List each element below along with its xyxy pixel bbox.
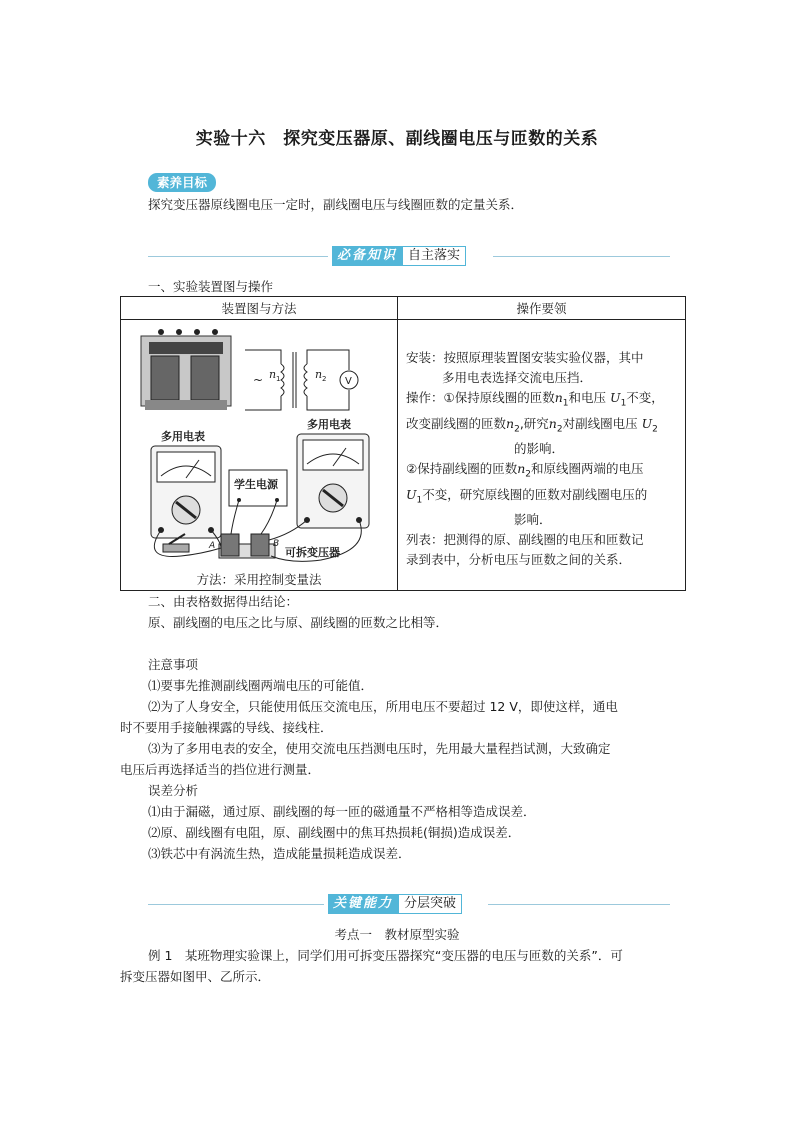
transformer-photo [141,329,231,410]
apparatus-cell [121,320,398,591]
section2-heading: 二、由表格数据得出结论： [148,594,299,609]
banner-rest: 自主落实 [402,246,466,266]
col-header-operation: 操作要领 [398,297,686,320]
label-n2: n [315,368,323,381]
label-n1: n [269,368,277,381]
coil-a-label: A [209,541,216,551]
op-step1-line3: 的影响． [514,441,565,456]
error-3: ⑶铁芯中有涡流生热，造成能量损耗造成误差． [148,846,411,861]
apparatus-figure [121,320,397,570]
method-text: 方法：采用控制变量法 [196,572,322,587]
op-step1-line1: 操作：①保持原线圈的匝数$n_1$和电压 $U_1$不变， [406,390,664,409]
error-1: ⑴由于漏磁，通过原、副线圈的每一匝的磁通量不严格相等造成误差． [148,804,536,819]
example-line2: 拆变压器如图甲、乙所示． [120,969,271,984]
note-2-line1: ⑵为了人身安全，只能使用低压交流电压，所用电压不要超过 12 V，即使这样，通电 [148,699,618,714]
multimeter-left [151,446,221,538]
example-line1: 例 1 某班物理实验课上，同学们用可拆变压器探究“变压器的电压与匝数的关系”．可 [148,948,623,963]
notes-heading: 注意事项 [148,657,199,672]
note-1: ⑴要事先推测副线圈两端电压的可能值． [148,678,374,693]
section-banner-knowledge [148,246,670,266]
ac-symbol: ~ [253,373,264,387]
op-step1-line2: 改变副线圈的匝数$n_2$,研究$n_2$对副线圈电压 $U_2$ [406,415,658,434]
point-heading: 考点一 教材原型实验 [334,927,460,942]
op-step2-line3: 影响． [514,512,552,527]
power-label: 学生电源 [234,478,278,491]
multimeter-left-label: 多用电表 [161,430,205,443]
banner-highlight: 必备知识 [332,246,402,266]
op-list-line2: 录到表中，分析电压与匝数之间的关系． [406,552,632,567]
op-install-line2: 多用电表选择交流电压挡． [442,370,593,385]
error-2: ⑵原、副线圈有电阻，原、副线圈中的焦耳热损耗(铜损)造成误差． [148,825,521,840]
transformer-label: 可拆变压器 [285,546,340,559]
operation-steps [398,348,685,570]
goal-text: 探究变压器原线圈电压一定时，副线圈电压与线圈匝数的定量关系． [148,197,524,212]
section-banner-ability [148,894,670,914]
note-3-line1: ⑶为了多用电表的安全，使用交流电压挡测电压时，先用最大量程挡试测，大致确定 [148,741,611,756]
voltmeter-symbol: V [345,376,352,387]
label-n1-sub: 1 [276,375,281,383]
errors-heading: 误差分析 [148,783,199,798]
op-step2-line2: $U_1$不变，研究原线圈的匝数对副线圈电压的 [406,486,648,505]
conclusion-text: 原、副线圈的电压之比与原、副线圈的匝数之比相等． [148,615,449,630]
page-title: 实验十六 探究变压器原、副线圈电压与匝数的关系 [195,129,599,149]
coil-b-label: B [273,539,280,549]
banner-rest: 分层突破 [398,894,462,914]
op-list-line1: 列表：把测得的原、副线圈的电压和匝数记 [406,532,644,547]
op-step2-line1: ②保持副线圈的匝数$n_2$和原线圈两端的电压 [406,461,644,480]
note-3-line2: 电压后再选择适当的挡位进行测量． [120,762,321,777]
transformer-bottom [219,534,275,558]
section1-heading: 一、实验装置图与操作 [148,279,274,294]
operation-cell [398,320,686,591]
op-install-line1: 安装：按照原理装置图安装实验仪器，其中 [406,350,644,365]
label-n2-sub: 2 [322,375,327,383]
apparatus-table [120,296,686,591]
multimeter-right [297,434,369,528]
banner-highlight: 关键能力 [328,894,398,914]
note-2-line2: 时不要用手接触裸露的导线、接线柱． [120,720,333,735]
goal-tag: 素养目标 [148,173,216,192]
col-header-apparatus: 装置图与方法 [121,297,398,320]
multimeter-right-label: 多用电表 [307,418,351,431]
